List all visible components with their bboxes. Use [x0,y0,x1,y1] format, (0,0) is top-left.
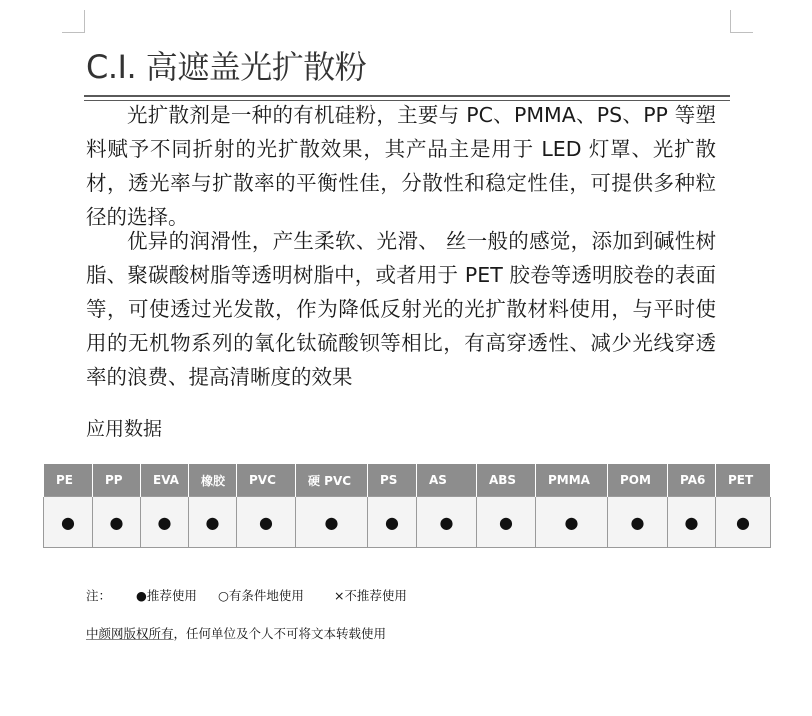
table-cell: ● [44,497,93,548]
table-header-cell: PVC [237,464,296,497]
table-header-cell: EVA [141,464,189,497]
table-cell: ● [608,497,668,548]
paragraph-intro [86,98,716,234]
table-cell: ● [296,497,368,548]
table-header-cell: 硬 PVC [296,464,368,497]
legend-notes [86,586,407,604]
legend-conditional: ○有条件地使用 [217,588,304,603]
application-table [43,464,771,548]
table-cell: ● [668,497,716,548]
copyright-notice [86,624,386,642]
table-header-cell: PA6 [668,464,716,497]
document-title: C.I. 高遮盖光扩散粉 [86,48,367,86]
legend-not-recommended: ×不推荐使用 [333,588,407,603]
copyright-brand: 中颜网版权所有 [86,626,174,641]
table-cell: ● [716,497,771,548]
table-header-cell: ABS [477,464,536,497]
table-header-cell: PE [44,464,93,497]
table-header-cell: PP [93,464,141,497]
table-cell: ● [141,497,189,548]
paragraph-properties [86,224,716,394]
table-cell: ● [536,497,608,548]
copyright-text: ，任何单位及个人不可将文本转载使用 [173,626,387,641]
table-cell: ● [477,497,536,548]
legend-recommended: ●推荐使用 [135,588,197,603]
crop-mark-top-left [62,10,85,33]
table-header-cell: 橡胶 [189,464,237,497]
table-header-cell: PMMA [536,464,608,497]
paragraph-intro-text: 光扩散剂是一种的有机硅粉，主要与 PC、PMMA、PS、PP 等塑料赋予不同折射的光扩散效果，其产品主是用于 LED 灯罩、光扩散材，透光率与扩散率的平衡性佳，分散性和稳定性佳，可提供多种粒径的选择。 [86,103,716,229]
table-row [44,497,771,548]
title-rule-thick [84,95,730,97]
table-header-cell: AS [417,464,477,497]
crop-mark-top-right [730,10,753,33]
table-cell: ● [237,497,296,548]
section-heading-application: 应用数据 [86,418,163,440]
table-cell: ● [189,497,237,548]
table-header-cell: PS [368,464,417,497]
table-header-row [44,464,771,497]
notes-label: 注： [86,588,112,603]
table-header-cell: PET [716,464,771,497]
table-cell: ● [417,497,477,548]
table-cell: ● [93,497,141,548]
table-header-cell: POM [608,464,668,497]
paragraph-properties-text: 优异的润滑性，产生柔软、光滑、 丝一般的感觉，添加到碱性树脂、聚碳酸树脂等透明树脂中，或者用于 PET 胶卷等透明胶卷的表面等，可使透过光发散，作为降低反射光的光扩散材料使用，与平时使用的无机物系列的氧化钛硫酸钡等相比，有高穿透性、减少光线穿透率的浪费、提高清晰度的效果 [86,229,716,389]
table-cell: ● [368,497,417,548]
